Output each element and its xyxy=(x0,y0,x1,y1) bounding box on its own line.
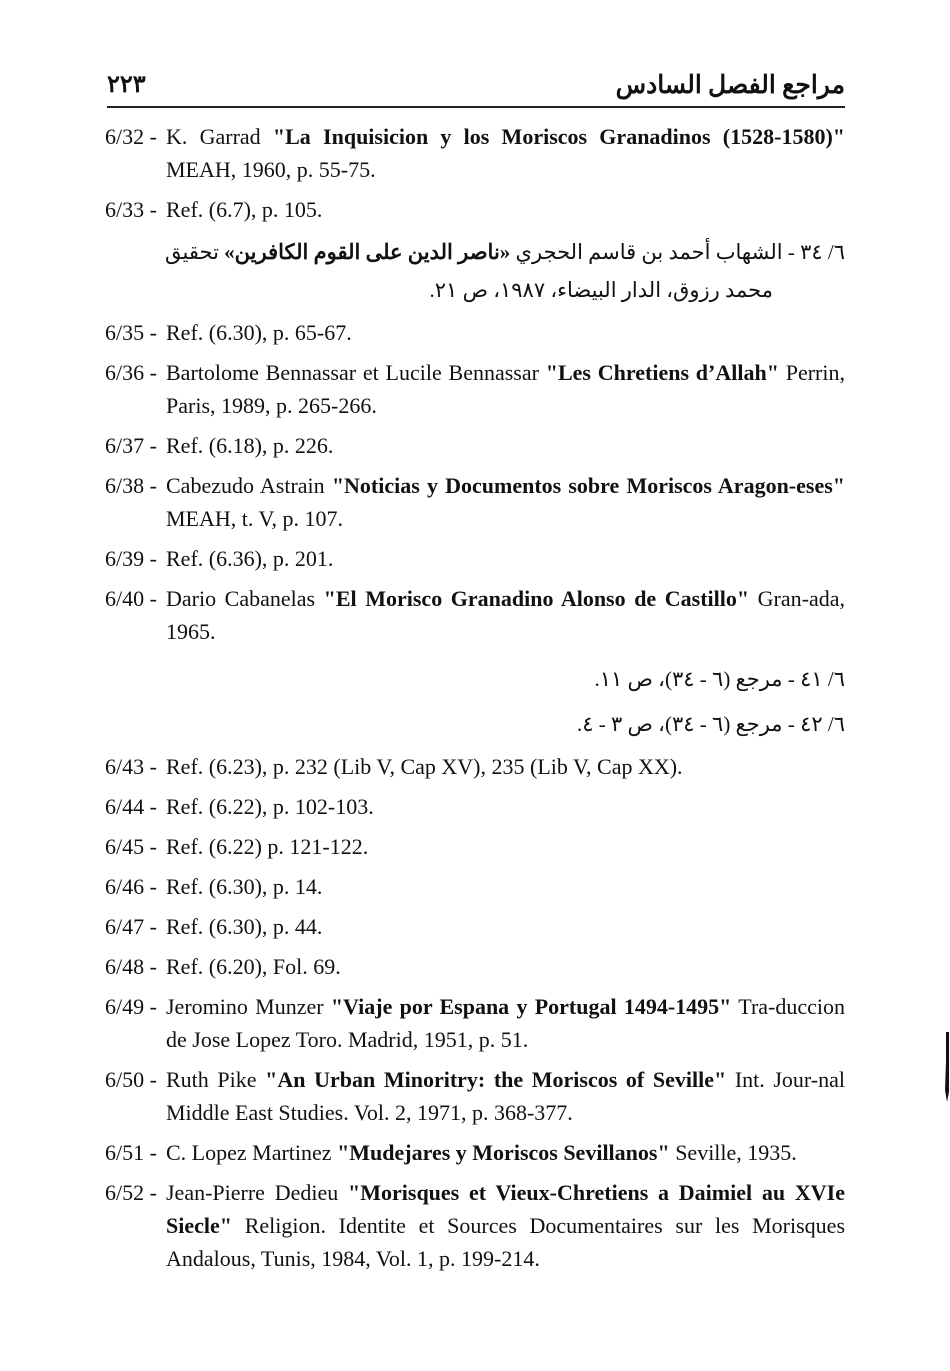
reference-item xyxy=(105,469,845,535)
reference-item xyxy=(105,429,845,462)
reference-title: «ناصر الدين على القوم الكافرين» xyxy=(224,240,511,264)
reference-author: Jeromino Munzer xyxy=(166,994,324,1019)
reference-text: مرجع (٦ - ٣٤)، ص ١١. xyxy=(594,667,783,691)
reference-number: 6/47 - xyxy=(105,914,157,939)
reference-number: 6/40 - xyxy=(105,586,157,611)
page-header xyxy=(107,62,845,108)
reference-text: Ref. (6.22) p. 121-122. xyxy=(166,834,369,859)
reference-item xyxy=(105,705,845,743)
reference-details: MEAH, 1960, p. 55-75. xyxy=(166,157,376,182)
reference-number: 6/50 - xyxy=(105,1067,157,1092)
reference-item xyxy=(105,316,845,349)
reference-title: "Mudejares y Moriscos Sevillanos" xyxy=(337,1140,670,1165)
reference-details: Tra-duccion de Jose Lopez Toro. Madrid, 1951, p. 51. xyxy=(166,994,846,1052)
reference-title: "Morisques et Vieux-Chretiens a Daimiel au XVIe Siecle" xyxy=(166,1180,845,1238)
reference-number: 6/39 - xyxy=(105,546,157,571)
reference-author: C. Lopez Martinez xyxy=(166,1140,332,1165)
reference-title: "Viaje por Espana y Portugal 1494-1495" xyxy=(330,994,732,1019)
reference-title: "La Inquisicion y los Moriscos Granadinos (1528-1580)" xyxy=(272,124,845,149)
reference-number: ٦/ ٣٤ - xyxy=(787,240,845,264)
reference-details: تحقيق xyxy=(165,240,219,264)
reference-item xyxy=(105,870,845,903)
chapter-title: مراجع الفصل السادس xyxy=(615,72,845,99)
scan-ink-mark xyxy=(940,1032,950,1102)
reference-title: "Noticias y Documentos sobre Moriscos Aragon-eses" xyxy=(331,473,845,498)
reference-item xyxy=(105,660,845,698)
reference-text: Ref. (6.23), p. 232 (Lib V, Cap XV), 235 (Lib V, Cap XX). xyxy=(166,754,683,779)
reference-details: Int. Jour-nal Middle East Studies. Vol. 2, 1971, p. 368-377. xyxy=(166,1067,846,1125)
reference-author: Cabezudo Astrain xyxy=(166,473,325,498)
reference-item xyxy=(105,1176,845,1275)
reference-number: 6/32 - xyxy=(105,124,157,149)
reference-details: MEAH, t. V, p. 107. xyxy=(166,506,344,531)
reference-number: 6/52 - xyxy=(105,1180,157,1205)
reference-text: Ref. (6.30), p. 65-67. xyxy=(166,320,352,345)
reference-number: 6/33 - xyxy=(105,197,157,222)
reference-number: 6/37 - xyxy=(105,433,157,458)
reference-details: Seville, 1935. xyxy=(675,1140,797,1165)
reference-number: 6/48 - xyxy=(105,954,157,979)
reference-number: 6/36 - xyxy=(105,360,157,385)
reference-number: 6/35 - xyxy=(105,320,157,345)
reference-item xyxy=(105,990,845,1056)
reference-item xyxy=(105,830,845,863)
reference-item xyxy=(105,542,845,575)
reference-author: الشهاب أحمد بن قاسم الحجري xyxy=(515,240,783,264)
reference-author: Bartolome Bennassar et Lucile Bennassar xyxy=(166,360,539,385)
reference-text: Ref. (6.18), p. 226. xyxy=(166,433,334,458)
reference-text: Ref. (6.36), p. 201. xyxy=(166,546,334,571)
reference-text: Ref. (6.22), p. 102-103. xyxy=(166,794,374,819)
reference-title: "Les Chretiens d’Allah" xyxy=(545,360,779,385)
reference-item xyxy=(105,193,845,226)
reference-author: K. Garrad xyxy=(166,124,261,149)
reference-author: Dario Cabanelas xyxy=(166,586,316,611)
reference-item xyxy=(105,120,845,186)
reference-item xyxy=(105,582,845,648)
reference-number: ٦/ ٤٢ - xyxy=(787,712,845,736)
reference-details: Gran-ada, 1965. xyxy=(166,586,846,644)
page-number: ٢٢٣ xyxy=(107,72,146,98)
reference-text: Ref. (6.30), p. 44. xyxy=(166,914,323,939)
reference-list xyxy=(105,120,845,1282)
reference-author: Ruth Pike xyxy=(166,1067,257,1092)
reference-number: 6/43 - xyxy=(105,754,157,779)
reference-text: Ref. (6.7), p. 105. xyxy=(166,197,323,222)
reference-item xyxy=(105,750,845,783)
reference-item xyxy=(105,1136,845,1169)
reference-text: Ref. (6.30), p. 14. xyxy=(166,874,323,899)
reference-number: 6/44 - xyxy=(105,794,157,819)
reference-details: محمد رزوق، الدار البيضاء، ١٩٨٧، ص ٢١. xyxy=(429,278,773,302)
reference-number: 6/51 - xyxy=(105,1140,157,1165)
reference-text: Ref. (6.20), Fol. 69. xyxy=(166,954,341,979)
reference-text: مرجع (٦ - ٣٤)، ص ٣ - ٤. xyxy=(576,712,783,736)
reference-item xyxy=(105,356,845,422)
reference-number: 6/49 - xyxy=(105,994,157,1019)
reference-item xyxy=(105,790,845,823)
reference-item xyxy=(105,1063,845,1129)
reference-item xyxy=(105,910,845,943)
reference-details: Perrin, Paris, 1989, p. 265-266. xyxy=(166,360,845,418)
reference-number: 6/38 - xyxy=(105,473,157,498)
reference-title: "El Morisco Granadino Alonso de Castillo" xyxy=(323,586,750,611)
reference-author: Jean-Pierre Dedieu xyxy=(166,1180,339,1205)
reference-details: Religion. Identite et Sources Documentaires sur les Morisques Andalous, Tunis, 1984, Vol. 1, p. 199-214. xyxy=(166,1213,846,1271)
reference-item xyxy=(105,233,845,309)
reference-number: ٦/ ٤١ - xyxy=(787,667,845,691)
reference-title: "An Urban Minoritry: the Moriscos of Seville" xyxy=(265,1067,727,1092)
reference-number: 6/45 - xyxy=(105,834,157,859)
reference-item xyxy=(105,950,845,983)
reference-number: 6/46 - xyxy=(105,874,157,899)
